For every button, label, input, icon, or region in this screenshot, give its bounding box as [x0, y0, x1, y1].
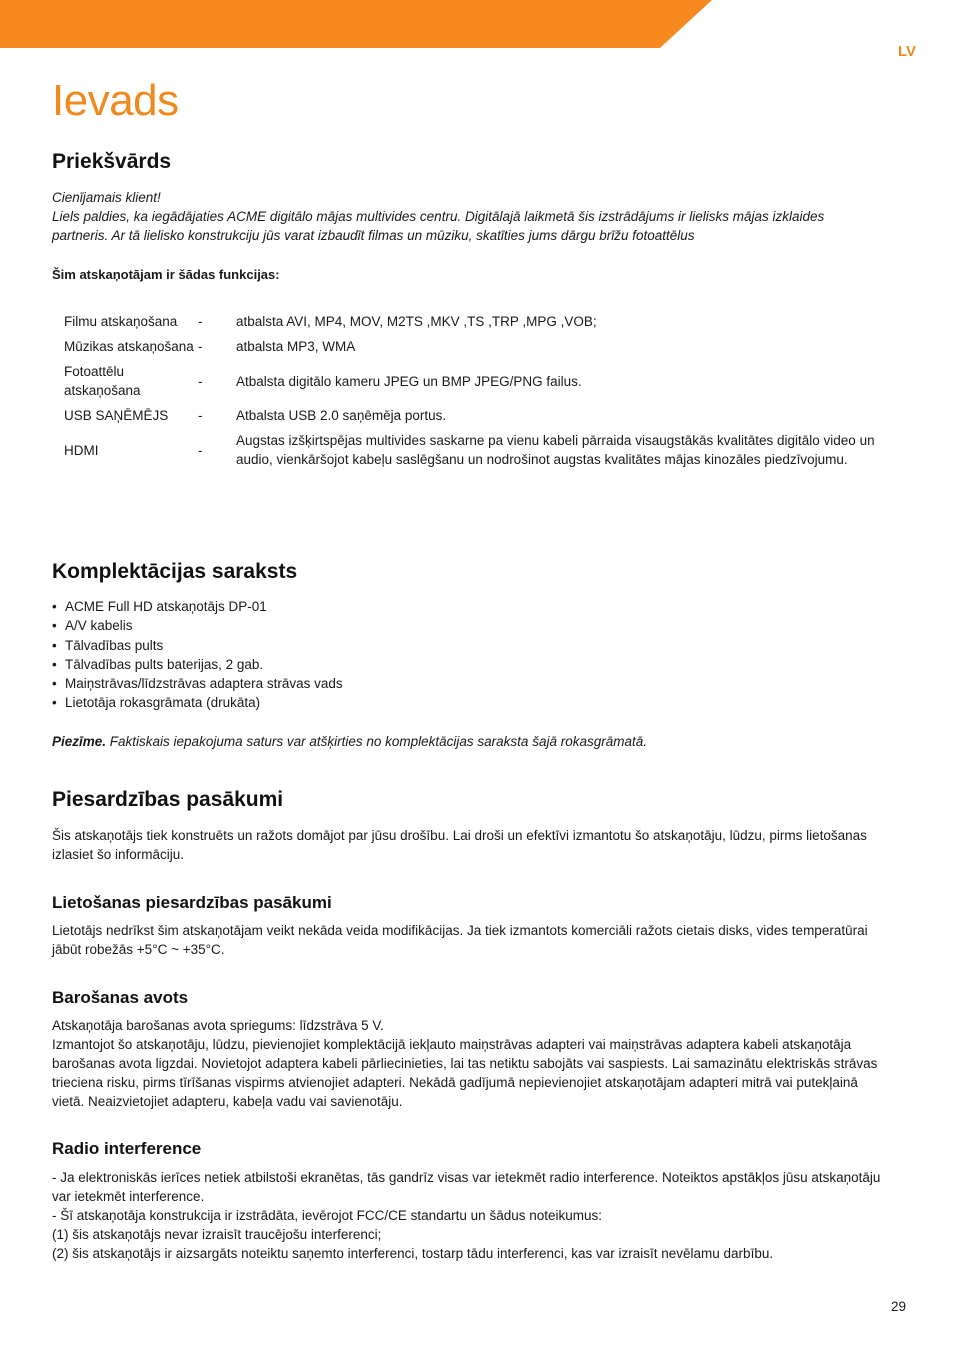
note-text: Faktiskais iepakojuma saturs var atšķirties no komplektācijas saraksta šajā rokasgrāmatā.: [106, 734, 647, 749]
list-item: [52, 636, 343, 655]
feature-name: HDMI: [64, 442, 99, 458]
power-text: Izmantojot šo atskaņotāju, lūdzu, pievienojiet komplektācijā iekļauto maiņstrāvas adapteri vai maiņstrāvas adaptera kabeli atskaņotāja barošanas avota ligzdai. Novietojot adaptera kabeli pārliecinieties, lai tas netiktu sabojāts vai saspiests. Lai samazinātu elektriskās strāvas trieciena risku, pirms tīrīšanas vispirms atvienojiet adapteri. Nekādā gadījumā nepievienojiet atskaņotājam adapteri mitrā vai putekļainā vietā. Neaizvietojiet adapteru, kabeļa vadu vai savienotāju.: [52, 1037, 878, 1109]
precautions-intro: Šis atskaņotājs tiek konstruēts un ražots domājot par jūsu drošību. Lai droši un efektīvi izmantotu šo atskaņotāju, lūdzu, pirms lietošanas izlasiet šo informāciju.: [52, 828, 867, 862]
feature-desc: Atbalsta USB 2.0 saņēmēja portus.: [236, 408, 447, 423]
bullet-icon: •: [52, 637, 57, 653]
note-label: Piezīme.: [52, 734, 107, 749]
usage-text: Lietotājs nedrīkst šim atskaņotājam veikt nekāda veida modifikācijas. Ja tiek izmantots komerciāli ražots cietais disks, vides temperatūrai jābūt robežās +5°C ~ +35°C.: [52, 923, 868, 957]
foreword-heading: Priekšvārds: [52, 150, 172, 173]
power-heading: Barošanas avots: [52, 988, 189, 1007]
feature-dash: -: [198, 408, 203, 423]
feature-desc: atbalsta AVI, MP4, MOV, M2TS ,MKV ,TS ,TRP ,MPG ,VOB;: [236, 314, 597, 329]
package-heading: Komplektācijas saraksts: [52, 560, 298, 583]
bullet-icon: •: [52, 618, 57, 634]
table-row: [52, 403, 882, 428]
feature-name: Filmu atskaņošana: [64, 314, 178, 329]
radio-heading: Radio interference: [52, 1139, 202, 1158]
list-item-text: Lietotāja rokasgrāmata (drukāta): [65, 695, 261, 711]
feature-desc: Augstas izšķirtspējas multivides saskarne pa vienu kabeli pārraida visaugstākās kvalitātes digitālo video un audio, vienkāršojot kabeļu saslēgšanu un nodrošinot augstas kvalitātes mājas kinozāles piedzīvojumu.: [236, 433, 875, 467]
precautions-heading: Piesardzības pasākumi: [52, 788, 284, 811]
table-row: [52, 334, 882, 359]
list-item: [52, 597, 343, 616]
page-number: 29: [890, 1299, 906, 1314]
feature-desc: Atbalsta digitālo kameru JPEG un BMP JPEG/PNG failus.: [236, 373, 582, 389]
radio-line: (2) šis atskaņotājs ir aizsargāts noteiktu saņemto interferenci, tostarp tādu interferenci, kas var izraisīt nevēlamu darbību.: [52, 1246, 774, 1261]
table-row: [52, 359, 882, 403]
feature-dash: -: [198, 339, 203, 354]
package-note: [52, 732, 882, 751]
features-label: Šim atskaņotājam ir šādas funkcijas:: [52, 267, 280, 282]
header-banner: [0, 0, 954, 48]
bullet-icon: •: [52, 695, 57, 711]
radio-line: (1) šis atskaņotājs nevar izraisīt traucējošu interferenci;: [52, 1227, 382, 1242]
bullet-icon: •: [52, 656, 57, 672]
page-title: Ievads: [52, 76, 179, 125]
list-item-text: Tālvadības pults: [65, 637, 164, 653]
list-item-text: Maiņstrāvas/līdzstrāvas adaptera strāvas vads: [65, 676, 343, 692]
bullet-icon: •: [52, 676, 57, 692]
table-row: [52, 309, 882, 334]
list-item-text: Tālvadības pults baterijas, 2 gab.: [65, 656, 264, 672]
feature-dash: -: [198, 373, 203, 389]
feature-desc: atbalsta MP3, WMA: [236, 339, 356, 354]
feature-name: Fotoattēlu atskaņošana: [64, 364, 141, 398]
feature-dash: -: [198, 442, 203, 458]
features-table: [52, 309, 882, 472]
feature-name: USB SAŅĒMĒJS: [64, 408, 169, 423]
radio-line: - Ja elektroniskās ierīces netiek atbilstoši ekranētas, tās gandrīz visas var ietekmēt radio interference. Noteiktos apstākļos jūsu atskaņotāju var ietekmēt interference.: [52, 1170, 881, 1204]
feature-dash: -: [198, 314, 203, 329]
list-item-text: ACME Full HD atskaņotājs DP-01: [65, 599, 267, 614]
usage-heading: Lietošanas piesardzības pasākumi: [52, 893, 332, 912]
language-code: LV: [897, 43, 916, 60]
list-item: [52, 674, 343, 693]
power-line: Atskaņotāja barošanas avota spriegums: līdzstrāva 5 V.: [52, 1018, 384, 1033]
foreword-text: Liels paldies, ka iegādājaties ACME digitālo mājas multivides centru. Digitālajā laikmetā šis izstrādājums ir lielisks mājas izklaides partneris. Ar tā lielisko konstrukciju jūs varat izbaudīt filmas un mūziku, skatīties jums dārgu brīžu fotoattēlus: [52, 209, 825, 243]
list-item-text: A/V kabelis: [65, 618, 133, 634]
foreword-greeting: Cienījamais klient!: [52, 190, 161, 205]
radio-line: - Šī atskaņotāja konstrukcija ir izstrādāta, ievērojot FCC/CE standartu un šādus noteikumus:: [52, 1208, 602, 1223]
bullet-icon: •: [52, 599, 57, 614]
feature-name: Mūzikas atskaņošana: [64, 339, 194, 354]
orange-banner-shape: [0, 0, 712, 48]
list-item: [52, 655, 343, 674]
table-row: [52, 428, 882, 472]
package-list: [52, 597, 343, 713]
list-item: [52, 616, 343, 635]
list-item: [52, 693, 343, 712]
